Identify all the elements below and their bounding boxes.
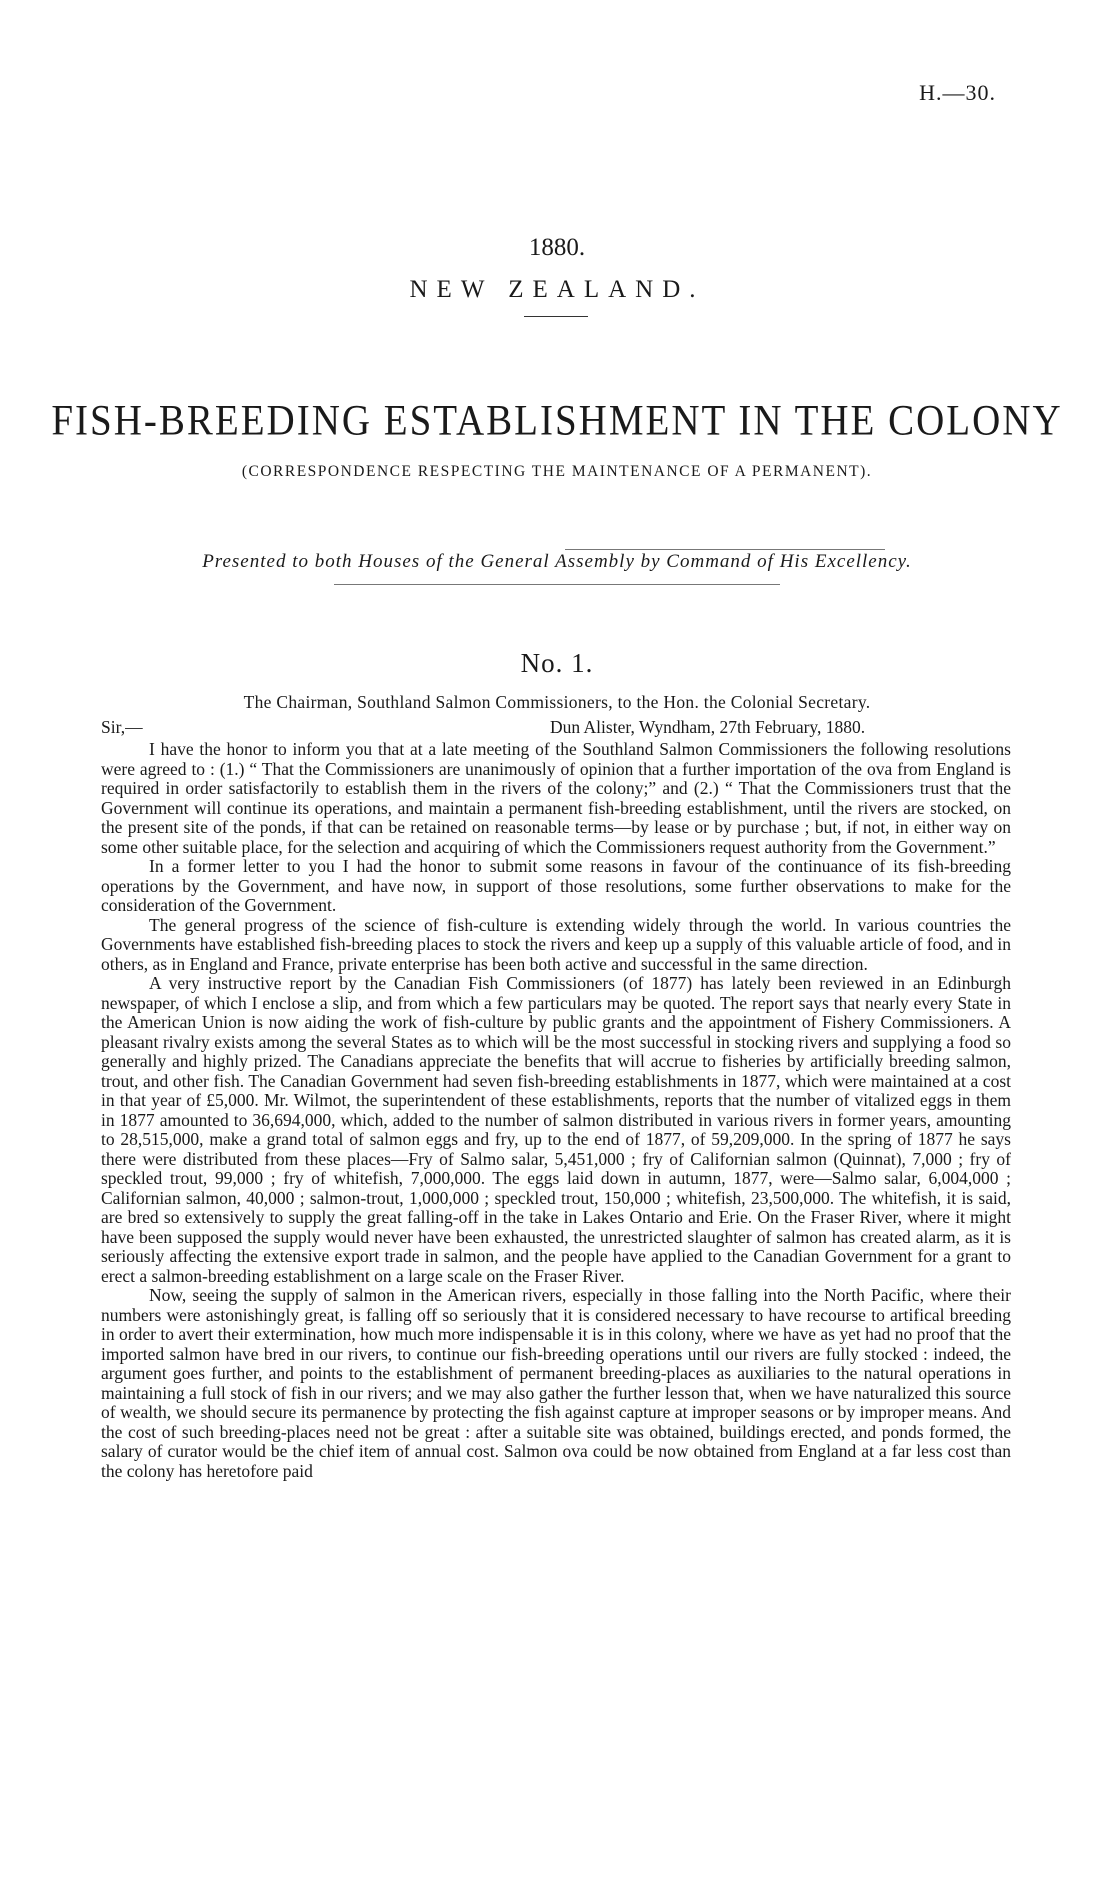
document-country: NEW ZEALAND. [409,276,705,303]
page-title: FISH-BREEDING ESTABLISHMENT IN THE COLONY [51,396,1063,445]
paragraph: I have the honor to inform you that at a late meeting of the Southland Salmon Commissioners the following resolutions were agreed to : (1.) “ That the Commissioners are unanimously of opinion that a further importation of the ova from England is required in order satisfactorily to establish them in the rivers of the colony;” and (2.) “ That the Commissioners trust that the Government will continue its operations, and maintain a permanent fish-breeding establishment, until the rivers are stocked, on the present site of the ponds, if that can be retained on reasonable terms—by lease or by purchase ; but, if not, in either way on some other suitable place, for the selection and acquiring of which the Commissioners request authority from the Government.” [101,739,1011,857]
divider [334,584,780,585]
paragraph: A very instructive report by the Canadian Fish Commissioners (of 1877) has lately been reviewed in an Edinburgh newspaper, of which I enclose a slip, and from which a few particulars may be quoted. The report says that nearly every State in the American Union is now aiding the work of fish-culture by public grants and the appointment of Fishery Commissioners. A pleasant rivalry exists among the several States as to which will be the most successful in stocking rivers and supplying a food so generally and highly prized. The Canadians appreciate the benefits that will accrue to fisheries by artificially breeding salmon, trout, and other fish. The Canadian Government had seven fish-breeding establishments in 1877, which were maintained at a cost in that year of £5,000. Mr. Wilmot, the superintendent of these establishments, reports that the number of vitalized eggs in them in 1877 amounted to 36,694,000, which, added to the number of salmon distributed in various rivers in former years, amounting to 28,515,000, make a grand total of salmon eggs and fry, up to the end of 1877, of 59,209,000. In the spring of 1877 he says there were distributed from these places—Fry of Salmo salar, 5,451,000 ; fry of Californian salmon (Quinnat), 7,000 ; fry of speckled trout, 99,000 ; fry of whitefish, 7,000,000. The eggs laid down in autumn, 1877, were—Salmo salar, 6,004,000 ; Californian salmon, 40,000 ; salmon-trout, 1,000,000 ; speckled trout, 150,000 ; whitefish, 23,500,000. The whitefish, it is said, are bred so extensively to supply the great falling-off in the take in Lakes Ontario and Erie. On the Fraser River, where it might have been supposed the supply would never have been exhausted, the unrestricted slaughter of salmon has created alarm, as it is seriously affecting the extensive export trade in salmon, and the people have applied to the Canadian Government for a grant to erect a salmon-breeding establishment on a large scale on the Fraser River. [101,973,1011,1286]
letter-salutation: Sir,— [101,717,143,737]
letter-number: No. 1. [520,648,594,678]
paragraph: Now, seeing the supply of salmon in the American rivers, especially in those falling into the North Pacific, where their numbers were astonishingly great, is falling off so seriously that it is considered necessary to have recourse to artifical breeding in order to avert their extermination, how much more indispensable it is in this colony, where we have as yet had no proof that the imported salmon have bred in our rivers, to continue our fish-breeding operations until our rivers are fully stocked : indeed, the argument goes further, and points to the establishment of permanent breeding-places as auxiliaries to the natural operations in maintaining a full stock of fish in our rivers; and we may also gather the further lesson that, when we have naturalized this source of wealth, we should secure its permanence by protecting the fish against capture at improper seasons or by improper means. And the cost of such breeding-places need not be great : after a suitable site was obtained, buildings erected, and ponds formed, the salary of curator would be the chief item of annual cost. Salmon ova could be now obtained from England at a far less cost than the colony has heretofore paid [101,1285,1011,1481]
letter-origin-date: Dun Alister, Wyndham, 27th February, 1880. [550,717,866,737]
paragraph: The general progress of the science of fish-culture is extending widely through the world. In various countries the Governments have established fish-breeding places to stock the rivers and keep up a supply of this valuable article of food, and in others, as in England and France, private enterprise has been both active and successful in the same direction. [101,914,1011,974]
paragraph: In a former letter to you I had the honor to submit some reasons in favour of the continuance of its fish-breeding operations by the Government, and have now, in support of those resolutions, some further observations to make for the consideration of the Government. [101,856,1011,915]
letter-addressee: The Chairman, Southland Salmon Commissioners, to the Hon. the Colonial Secretary. [243,692,871,712]
divider [565,549,885,550]
page-reference: H.—30. [919,80,996,105]
document-year: 1880. [528,234,586,261]
divider [524,316,588,317]
presentation-note: Presented to both Houses of the General Assembly by Command of His Excellency. [202,551,912,572]
letter-body [101,740,1011,1481]
page-subtitle: (CORRESPONDENCE RESPECTING THE MAINTENANCE OF A PERMANENT). [241,463,873,480]
